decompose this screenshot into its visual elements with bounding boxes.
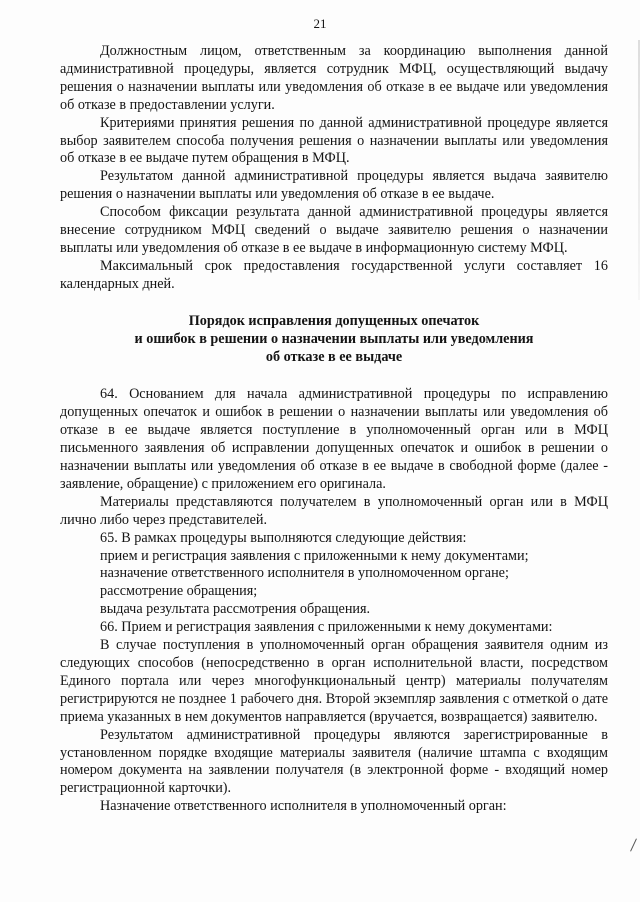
action-item-assignment: назначение ответственного исполнителя в уполномоченном органе; [100,565,509,582]
section-heading-line-3: об отказе в ее выдаче [265,348,403,365]
paragraph-decision-criteria: Критериями принятия решения по данной административной процедуре является выбор заявителем способа получения решения о назначении выплаты или уведомления об отказе в ее выдаче путем обращения в МФЦ. [60,114,608,167]
paragraph-materials-submission: Материалы представляются получателем в уполномоченный орган или в МФЦ лично либо через представителей. [60,493,608,528]
paragraph-max-term: Максимальный срок предоставления государственной услуги составляет 16 календарных дней. [60,257,608,292]
paragraph-66-reception: 66. Прием и регистрация заявления с приложенными к нему документами: [100,619,553,636]
section-heading-line-1: Порядок исправления допущенных опечаток [188,312,480,329]
action-item-review: рассмотрение обращения; [100,583,258,600]
paragraph-procedure-result: Результатом данной административной процедуры является выдача заявителю решения о назначении выплаты или уведомления об отказе в ее выдаче. [60,168,608,203]
action-item-reception: прием и регистрация заявления с приложенными к нему документами; [100,547,529,564]
document-body [60,43,608,816]
paragraph-executor-assignment: Назначение ответственного исполнителя в уполномоченный орган: [100,798,507,815]
paragraph-64-basis: 64. Основанием для начала административной процедуры по исправлению допущенных опечаток и ошибок в решении о назначении выплаты или уведомления об отказе в ее выдаче является поступление в уполномоченный орган или в МФЦ письменного заявления об исправлении допущенных опечаток и ошибок в решении о назначении выплаты или уведомления об отказе в ее выдаче в свободной форме (далее - заявление, обращение) с приложением его оригинала. [60,386,608,492]
section-heading [60,313,608,367]
paragraph-registration-result: Результатом административной процедуры являются зарегистрированные в установленном порядке входящие материалы заявителя (наличие штампа с входящим номером документа на заявлении получателя (в электронной форме - входящий номер регистрационной карточки). [60,726,608,797]
section-heading-line-2: и ошибок в решении о назначении выплаты или уведомления [134,330,534,347]
action-item-issuance: выдача результата рассмотрения обращения. [100,601,371,618]
paragraph-registration-term: В случае поступления в уполномоченный орган обращения заявителя одним из следующих способов (непосредственно в орган исполнительной власти, посредством Единого портала или через многофункциональный центр) материалы получателям регистрируются не позднее 1 рабочего дня. Второй экземпляр заявления с отметкой о дате приема указанных в нем документов направляется (вручается, возвращается) заявителю. [60,637,608,725]
page-number: 21 [313,16,327,31]
paragraph-responsible-official: Должностным лицом, ответственным за координацию выполнения данной административной процедуры, является сотрудник МФЦ, осуществляющий выдачу решения о назначении выплаты или уведомления об отказе в ее выдаче или уведомления об отказе в предоставлении услуги. [60,43,608,113]
paragraph-result-fixation: Способом фиксации результата данной административной процедуры является внесение сотрудником МФЦ сведений о выдаче заявителю решения о назначении выплаты или уведомления об отказе в ее выдаче в информационную систему МФЦ. [60,204,608,256]
scan-artifact-mark [630,838,637,851]
paragraph-65-actions: 65. В рамках процедуры выполняются следующие действия: [100,529,467,546]
